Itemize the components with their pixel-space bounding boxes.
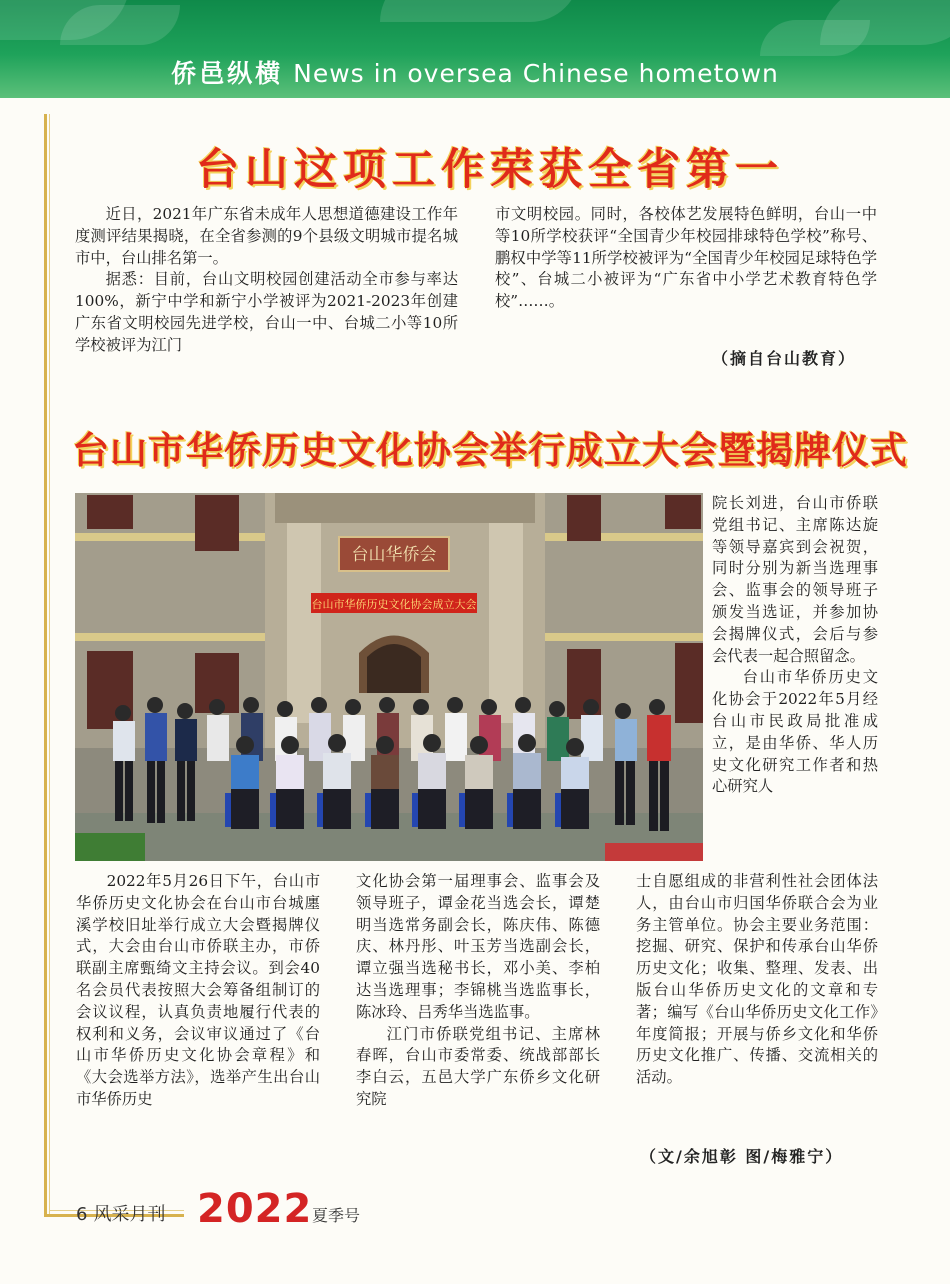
- magazine-name: 风采月刊: [93, 1204, 166, 1225]
- section-title-cn: 侨邑纵横: [171, 59, 284, 88]
- top-banner: [0, 0, 950, 98]
- article2-column-3: [636, 871, 878, 1089]
- article2-paragraph-leaders: 江门市侨联党组书记、主席林春晖，台山市委常委、统战部部长李白云，五邑大学广东侨乡文化研究院: [356, 1024, 600, 1108]
- article2-column-1: [76, 871, 320, 1111]
- article1-paragraph-1: 近日，2021年广东省未成年人思想道德建设工作年度测评结果揭晓，在全省参测的9个县级文明城市提名城市中，台山排名第一。: [75, 205, 458, 267]
- article2-paragraph-scope: 士自愿组成的非营利性社会团体法人，由台山市归国华侨联合会为业务主管单位。协会主要业务范围：挖掘、研究、保护和传承台山华侨历史文化；收集、整理、发表、出版台山华侨历史文化的文章和专著；编写《台山华侨历史文化工作》年度简报；开展与侨乡文化和华侨历史文化推广、传播、交流相关的活动。: [636, 872, 878, 1087]
- article1-paragraph-3: 市文明校园。同时，各校体艺发展特色鲜明，台山一中等10所学校获评“全国青少年校园排球特色学校”称号、鹏权中学等11所学校被评为“全国青少年校园足球特色学校”、台城二小被评为“广东省中小学艺术教育特色学校”……。: [495, 205, 877, 311]
- footer-year: 2022: [197, 1186, 313, 1232]
- section-title: [0, 54, 950, 90]
- article2-paragraph-about: 台山市华侨历史文化协会于2022年5月经台山市民政局批准成立，是由华侨、华人历史文化研究工作者和热心研究人: [712, 668, 878, 796]
- article2-headline: 台山市华侨历史文化协会举行成立大会暨揭牌仪式: [72, 428, 908, 472]
- article1-source: （摘自台山教育）: [712, 349, 857, 368]
- group-photo: [75, 493, 703, 861]
- article2-paragraph-meeting: 2022年5月26日下午，台山市华侨历史文化协会在台山市台城廛溪学校旧址举行成立大会暨揭牌仪式，大会由台山市侨联主办，市侨联副主席甄绮文主持会议。到会40名会员代表按照大会筹备组制订的会议议程，认真负责地履行代表的权利和义务，会议审议通过了《台山市华侨历史文化协会章程》和《大会选举方法》，选举产生出台山市华侨历史: [76, 872, 320, 1108]
- article2-paragraph-guests: 院长刘进，台山市侨联党组书记、主席陈达旋等领导嘉宾到会祝贺，同时分别为新当选理事会、监事会的领导班子颁发当选证，并参加协会揭牌仪式，会后与参会代表一起合照留念。: [712, 494, 878, 665]
- article1-headline: 台山这项工作荣获全省第一: [196, 145, 784, 195]
- article2-column-2: [356, 871, 600, 1111]
- article2-credit: （文/余旭彰 图/梅雅宁）: [640, 1147, 844, 1166]
- article1-paragraph-2: 据悉：目前，台山文明校园创建活动全市参与率达100%，新宁中学和新宁小学被评为2021-2023年创建广东省文明校园先进学校，台山一中、台城二小等10所学校被评为江门: [75, 270, 458, 354]
- group-photo-illustration: [75, 493, 703, 861]
- article2-right-top-column: [712, 493, 878, 798]
- section-title-en: News in oversea Chinese hometown: [293, 59, 779, 88]
- left-gold-rule-inner: [49, 114, 50, 1216]
- article1-right-column: [495, 204, 877, 313]
- footer-publication: [76, 1200, 165, 1226]
- article2-paragraph-election: 文化协会第一届理事会、监事会及领导班子，谭金花当选会长，谭楚明当选常务副会长，陈庆伟、陈德庆、林丹彤、叶玉芳当选副会长，谭立强当选秘书长，邓小美、李柏达当选理事；李锦桃当选监事长，陈冰玲、吕秀华当选监事。: [356, 872, 600, 1021]
- footer-season: 夏季号: [312, 1206, 361, 1225]
- page-number: 6: [76, 1204, 88, 1225]
- photo-banner-text: 台山市华侨历史文化协会成立大会: [311, 598, 477, 611]
- left-gold-rule: [44, 114, 47, 1216]
- article1-left-column: [75, 204, 458, 357]
- photo-signboard: 台山华侨会: [351, 545, 437, 565]
